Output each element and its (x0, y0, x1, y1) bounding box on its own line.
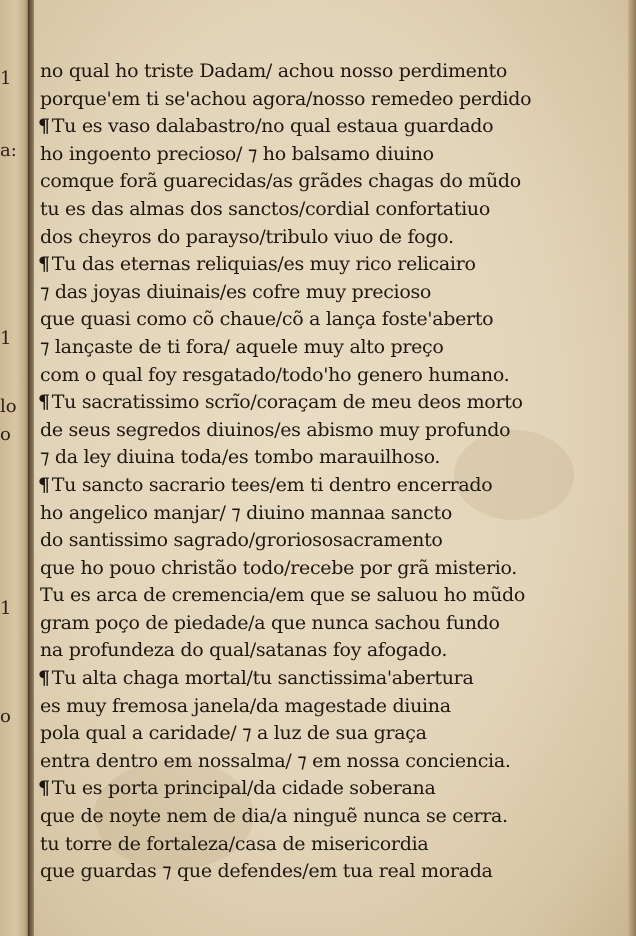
verse-line (38, 444, 598, 472)
verse-line (38, 610, 598, 638)
pilcrow-mark: ¶ (38, 115, 50, 138)
verse-line (38, 196, 598, 224)
verse-line-text: Tu sacratissimo scrĩo/coraçam de meu deos morto (51, 391, 523, 414)
right-page (34, 0, 630, 936)
verse-line (38, 251, 598, 279)
verse-line (38, 362, 598, 390)
verse-line (38, 168, 598, 196)
verse-line (38, 306, 598, 334)
verse-line-text: ho ingoento precioso/ ⁊ ho balsamo diuino (40, 142, 434, 165)
verse-line-text: que de noyte nem de dia/a ninguẽ nunca se cerra. (40, 805, 508, 828)
verse-line (38, 555, 598, 583)
verse-line (38, 389, 598, 417)
verse-line (38, 748, 598, 776)
verse-line-text: do santissimo sagrado/groriososacramento (40, 529, 443, 552)
verse-line (38, 141, 598, 169)
verse-line (38, 858, 598, 886)
verse-line (38, 417, 598, 445)
verse-line-text: de seus segredos diuinos/es abismo muy profundo (40, 418, 511, 441)
verse-line-text: tu es das almas dos sanctos/cordial confortatiuo (40, 197, 491, 220)
verse-text-block (38, 58, 598, 886)
pilcrow-mark: ¶ (38, 253, 50, 276)
verse-line-text: que guardas ⁊ que defendes/em tua real morada (40, 860, 493, 883)
left-margin-fragment: 1 (0, 68, 12, 89)
left-margin-fragment: o (0, 706, 11, 727)
verse-line-text: pola qual a caridade/ ⁊ a luz de sua graça (40, 722, 427, 745)
verse-line-text: Tu sancto sacrario tees/em ti dentro encerrado (51, 473, 493, 496)
verse-line (38, 831, 598, 859)
verse-line (38, 637, 598, 665)
verse-line (38, 582, 598, 610)
verse-line (38, 803, 598, 831)
pilcrow-mark: ¶ (38, 473, 50, 496)
verse-line-text: Tu alta chaga mortal/tu sanctissima'abertura (51, 667, 474, 690)
verse-line-text: es muy fremosa janela/da magestade diuina (40, 694, 451, 717)
verse-line-text: comque forã guarecidas/as grãdes chagas do mũdo (40, 170, 521, 193)
pilcrow-mark: ¶ (38, 667, 50, 690)
verse-line (38, 693, 598, 721)
verse-line-text: Tu es porta principal/da cidade soberana (51, 777, 436, 800)
left-margin-fragment: o (0, 424, 11, 445)
verse-line-text: na profundeza do qual/satanas foy afogado. (40, 639, 448, 662)
verse-line-text: dos cheyros do parayso/tribulo viuo de fogo. (40, 225, 454, 248)
right-page-edge (628, 0, 636, 936)
pilcrow-mark: ¶ (38, 777, 50, 800)
left-margin-fragment: a: (0, 140, 17, 161)
verse-line-text: Tu das eternas reliquias/es muy rico relicairo (51, 253, 476, 276)
verse-line-text: Tu es vaso dalabastro/no qual estaua guardado (51, 115, 494, 138)
verse-line (38, 665, 598, 693)
verse-line-text: tu torre de fortaleza/casa de misericordia (40, 832, 429, 855)
verse-line-text: ⁊ da ley diuina toda/es tombo marauilhoso. (40, 446, 441, 469)
verse-line (38, 113, 598, 141)
verse-line-text: porque'em ti se'achou agora/nosso remedeo perdido (40, 87, 532, 110)
verse-line (38, 58, 598, 86)
verse-line (38, 775, 598, 803)
verse-line-text: que quasi como cõ chaue/cõ a lança foste'aberto (40, 308, 494, 331)
verse-line (38, 279, 598, 307)
verse-line-text: que ho pouo christão todo/recebe por grã misterio. (40, 556, 518, 579)
verse-line-text: ⁊ das joyas diuinais/es cofre muy precioso (40, 280, 432, 303)
verse-line-text: gram poço de piedade/a que nunca sachou fundo (40, 611, 500, 634)
pilcrow-mark: ¶ (38, 391, 50, 414)
verse-line-text: Tu es arca de cremencia/em que se saluou ho mũdo (40, 584, 526, 607)
verse-line-text: ⁊ lançaste de ti fora/ aquele muy alto preço (40, 335, 444, 358)
verse-line (38, 86, 598, 114)
verse-line-text: ho angelico manjar/ ⁊ diuino mannaa sancto (40, 501, 452, 524)
verse-line-text: entra dentro em nossalma/ ⁊ em nossa conciencia. (40, 749, 511, 772)
verse-line (38, 472, 598, 500)
verse-line (38, 720, 598, 748)
verse-line-text: com o qual foy resgatado/todo'ho genero humano. (40, 363, 510, 386)
left-margin-fragment: 1 (0, 328, 12, 349)
verse-line (38, 500, 598, 528)
verse-line-text: no qual ho triste Dadam/ achou nosso perdimento (40, 60, 508, 82)
verse-line (38, 334, 598, 362)
verse-line (38, 527, 598, 555)
left-margin-fragment: lo (0, 396, 17, 417)
left-margin-fragment: 1 (0, 598, 12, 619)
verse-line (38, 224, 598, 252)
left-page-edge (0, 0, 30, 936)
